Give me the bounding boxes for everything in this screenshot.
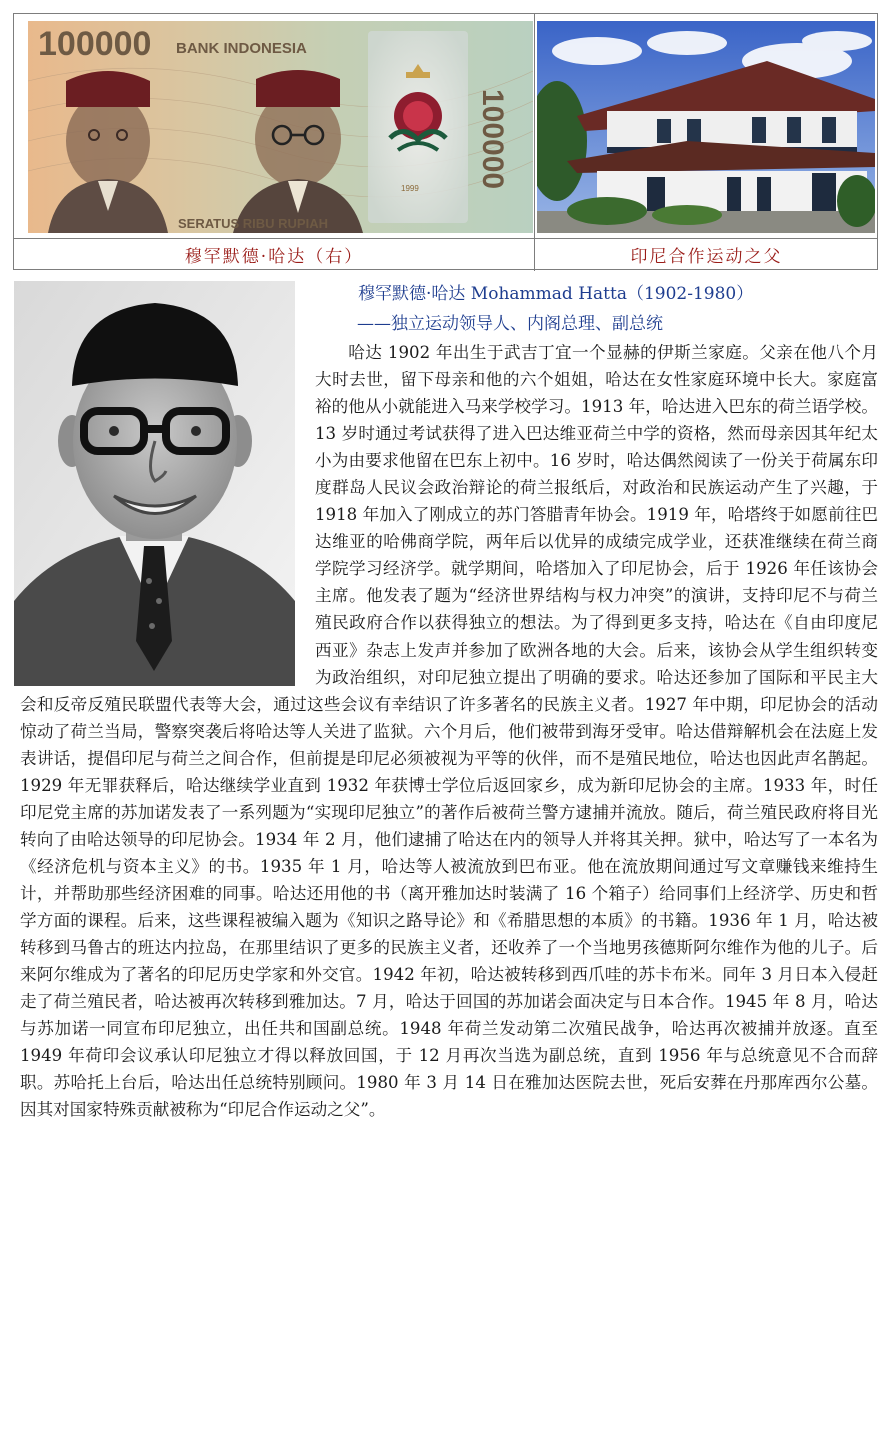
article-title: 穆罕默德·哈达 Mohammad Hatta（1902-1980） (358, 284, 754, 304)
portrait-wrap-space (20, 339, 315, 686)
house-caption: 印尼合作运动之父 (630, 247, 783, 267)
svg-text:SERATUS RIBU RUPIAH: SERATUS RIBU RUPIAH (178, 216, 328, 231)
house-photo (537, 21, 875, 233)
photo-panel (13, 13, 878, 270)
svg-text:100000: 100000 (38, 25, 152, 63)
svg-text:1999: 1999 (401, 184, 419, 193)
article-body (20, 339, 878, 1123)
article-paragraph: 哈达 1902 年出生于武吉丁宜一个显赫的伊斯兰家庭。父亲在他八个月大时去世，留下母亲和他的六个姐姐，哈达在女性家庭环境中长大。家庭富裕的他从小就能进入马来学校学习。1913 年，哈达进入巴东的荷兰语学校。13 岁时通过考试获得了进入巴达维亚荷兰中学的资格，然而母亲因其年纪太小为由要求他留在巴东上初中。16 岁时，哈达偶然阅读了一份关于荷属东印度群岛人民议会政治辩论的荷兰报纸后，对政治和民族运动产生了兴趣，于 1918 年加入了刚成立的苏门答腊青年协会。1919 年，哈塔终于如愿前往巴达维亚的哈佛商学院，两年后以优异的成绩完成学业，还获准继续在荷兰商学院学习经济学。就学期间，哈塔加入了印尼协会，后于 1926 年任该协会主席。他发表了题为“经济世界结构与权力冲突”的演讲，支持印尼不与荷兰殖民政府合作以获得独立的想法。为了得到更多支持，哈达在《自由印度尼西亚》杂志上发声并参加了欧洲各地的大会。后来，该协会从学生组织转变为政治组织，对印尼独立提出了明确的要求。哈达还参加了国际和平民主大会和反帝反殖民联盟代表等大会，通过这些会议有幸结识了许多著名的民族主义者。1927 年中期，印尼协会的活动惊动了荷兰当局，警察突袭后将哈达等人关进了监狱。六个月后，他们被带到海牙受审。哈达借辩解机会在法庭上发表讲话，提倡印尼与荷兰之间合作，但前提是印尼必须被视为平等的伙伴，而不是殖民地位，哈达也因此声名鹊起。1929 年无罪获释后，哈达继续学业直到 1932 年获博士学位后返回家乡，成为新印尼协会的主席。1933 年，时任印尼党主席的苏加诺发表了一系列题为“实现印尼独立”的著作后被荷兰警方逮捕并流放。随后，荷兰殖民政府将目光转向了由哈达领导的印尼协会。1934 年 2 月，他们逮捕了哈达在内的领导人并将其关押。狱中，哈达写了一本名为《经济危机与资本主义》的书。1935 年 1 月，哈达等人被流放到巴布亚。他在流放期间通过写文章赚钱来维持生计，并帮助那些经济困难的同事。哈达还用他的书（离开雅加达时装满了 16 个箱子）给同事们上经济学、历史和哲学方面的课程。后来，这些课程被编入题为《知识之路导论》和《希腊思想的本质》的书籍。1936 年 1 月，哈达被转移到马鲁古的班达内拉岛，在那里结识了更多的民族主义者，还收养了一个当地男孩德斯阿尔维作为他的儿子。后来阿尔维成为了著名的印尼历史学家和外交官。1942 年初，哈达被转移到西爪哇的苏卡布米。同年 3 月日本入侵赶走了荷兰殖民者，哈达被再次转移到雅加达。7 月，哈达于回国的苏加诺会面决定与日本合作。1945 年 8 月，哈达与苏加诺一同宣布印尼独立，出任共和国副总统。1948 年荷兰发动第二次殖民战争，哈达再次被捕并放逐。直至 1949 年荷印会议承认印尼独立才得以释放回国，于 12 月再次当选为副总统，直到 1956 年与总统意见不合而辞职。苏哈托上台后，哈达出任总统特别顾问。1980 年 3 月 14 日在雅加达医院去世，死后安葬在丹那库西尔公墓。因其对国家特殊贡献被称为“印尼合作运动之父”。 (20, 343, 878, 1120)
banknote-caption: 穆罕默德·哈达（右） (184, 247, 364, 267)
article-subtitle: ——独立运动领导人、内阁总理、副总统 (357, 314, 663, 334)
column-divider (534, 14, 535, 271)
banknote-image (28, 21, 533, 233)
svg-text:100000: 100000 (476, 88, 509, 190)
svg-text:BANK INDONESIA: BANK INDONESIA (176, 40, 307, 57)
